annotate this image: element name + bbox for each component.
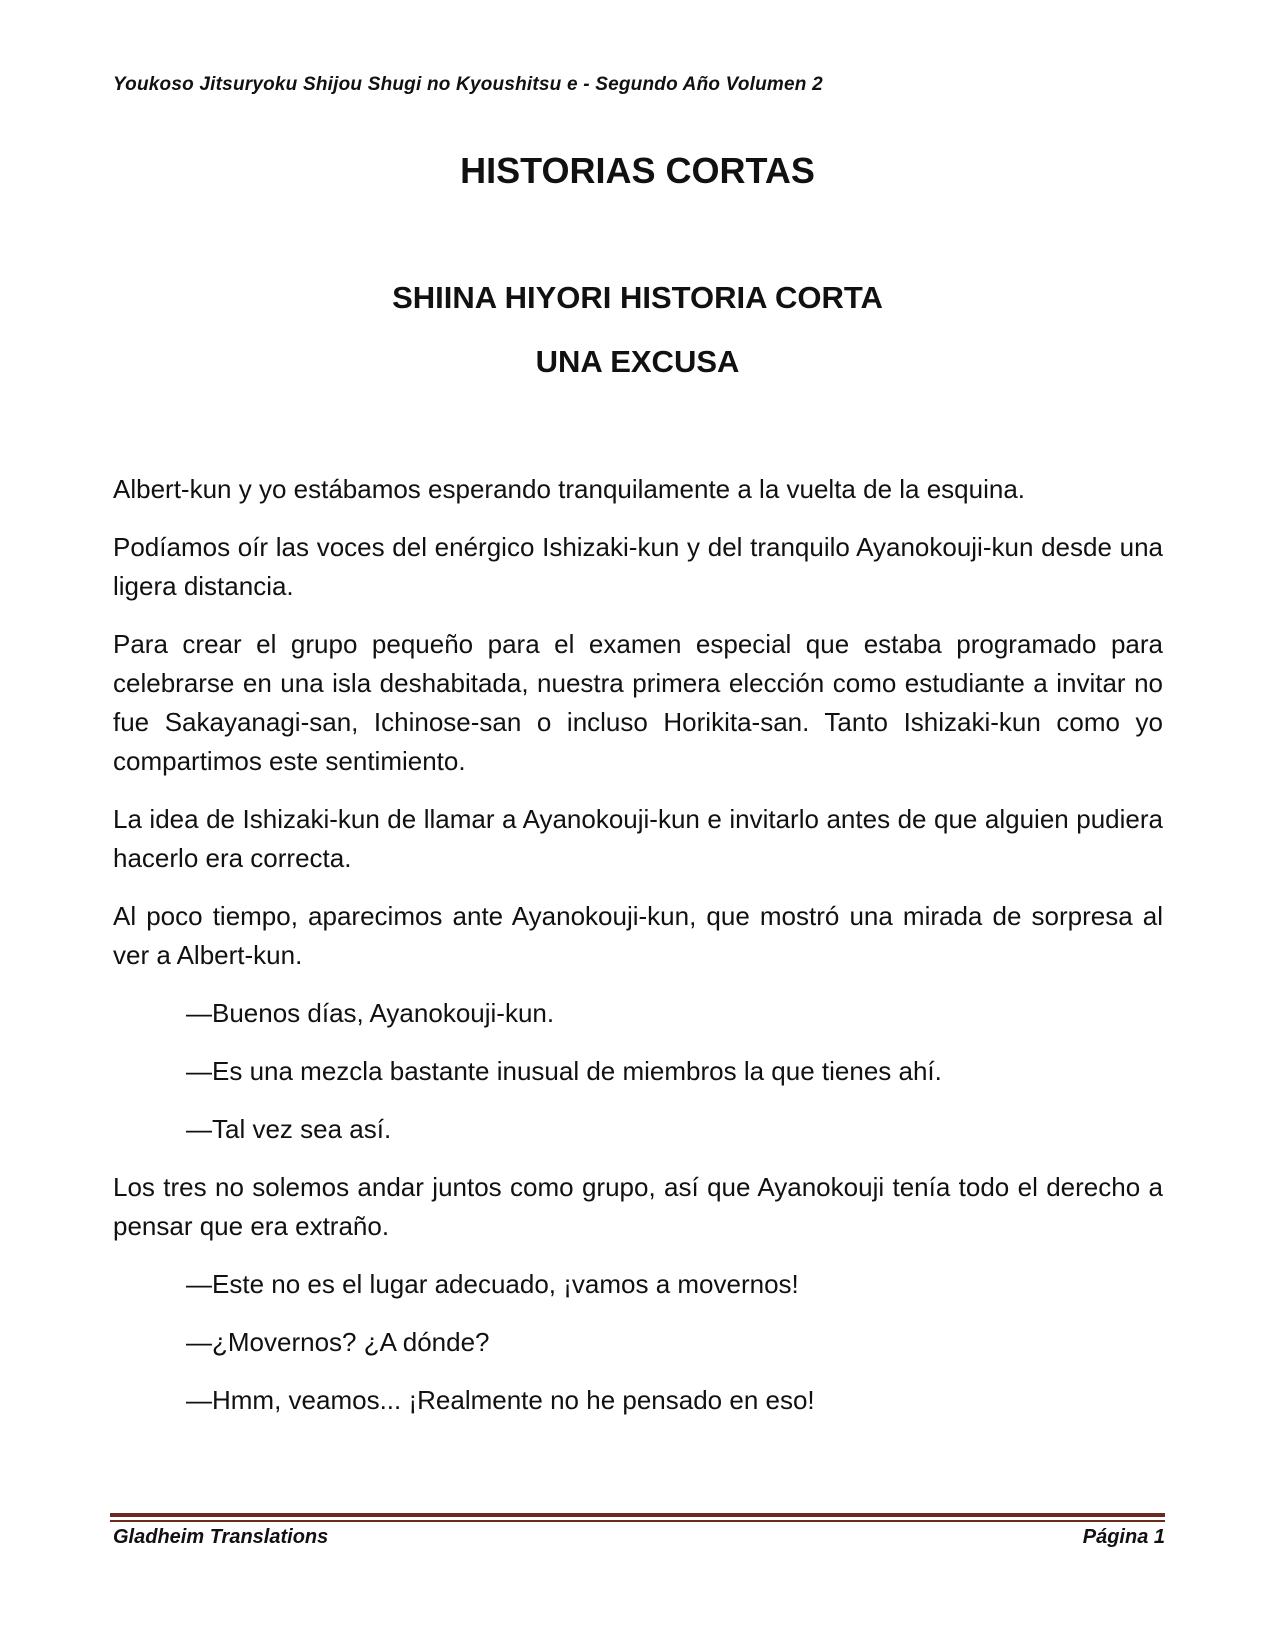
story-title: SHIINA HIYORI HISTORIA CORTA bbox=[392, 280, 883, 315]
paragraph: Podíamos oír las voces del enérgico Ishizaki-kun y del tranquilo Ayanokouji-kun desde una ligera distancia. bbox=[113, 532, 1163, 601]
page-title: HISTORIAS CORTAS bbox=[460, 150, 815, 191]
footer-divider bbox=[110, 1513, 1165, 1517]
dialogue-line: —¿Movernos? ¿A dónde? bbox=[186, 1327, 490, 1357]
dialogue-line: —Es una mezcla bastante inusual de miembros la que tienes ahí. bbox=[186, 1056, 942, 1086]
dialogue-line: —Hmm, veamos... ¡Realmente no he pensado en eso! bbox=[186, 1385, 815, 1415]
paragraph: Para crear el grupo pequeño para el examen especial que estaba programado para celebrarse en una isla deshabitada, nuestra primera elección como estudiante a invitar no fue Sakayanagi-san, Ichinose-san o incluso Horikita-san. Tanto Ishizaki-kun como yo compartimos este sentimiento. bbox=[113, 629, 1163, 776]
paragraph: Albert-kun y yo estábamos esperando tranquilamente a la vuelta de la esquina. bbox=[113, 474, 1026, 504]
dialogue-line: —Tal vez sea así. bbox=[186, 1114, 392, 1144]
footer-divider-thin bbox=[110, 1520, 1165, 1522]
story-subtitle: UNA EXCUSA bbox=[535, 344, 740, 379]
running-header: Youkoso Jitsuryoku Shijou Shugi no Kyoushitsu e - Segundo Año Volumen 2 bbox=[113, 74, 823, 95]
dialogue-line: —Buenos días, Ayanokouji-kun. bbox=[186, 998, 555, 1028]
paragraph: La idea de Ishizaki-kun de llamar a Ayanokouji-kun e invitarlo antes de que alguien pudiera hacerlo era correcta. bbox=[113, 804, 1163, 873]
footer-credit: Gladheim Translations bbox=[113, 1526, 329, 1548]
dialogue-line: —Este no es el lugar adecuado, ¡vamos a movernos! bbox=[186, 1269, 799, 1299]
paragraph: Los tres no solemos andar juntos como grupo, así que Ayanokouji tenía todo el derecho a pensar que era extraño. bbox=[113, 1172, 1163, 1241]
page-number: Página 1 bbox=[1082, 1526, 1165, 1548]
paragraph: Al poco tiempo, aparecimos ante Ayanokouji-kun, que mostró una mirada de sorpresa al ver a Albert-kun. bbox=[113, 901, 1163, 970]
story-body bbox=[113, 470, 1163, 1439]
